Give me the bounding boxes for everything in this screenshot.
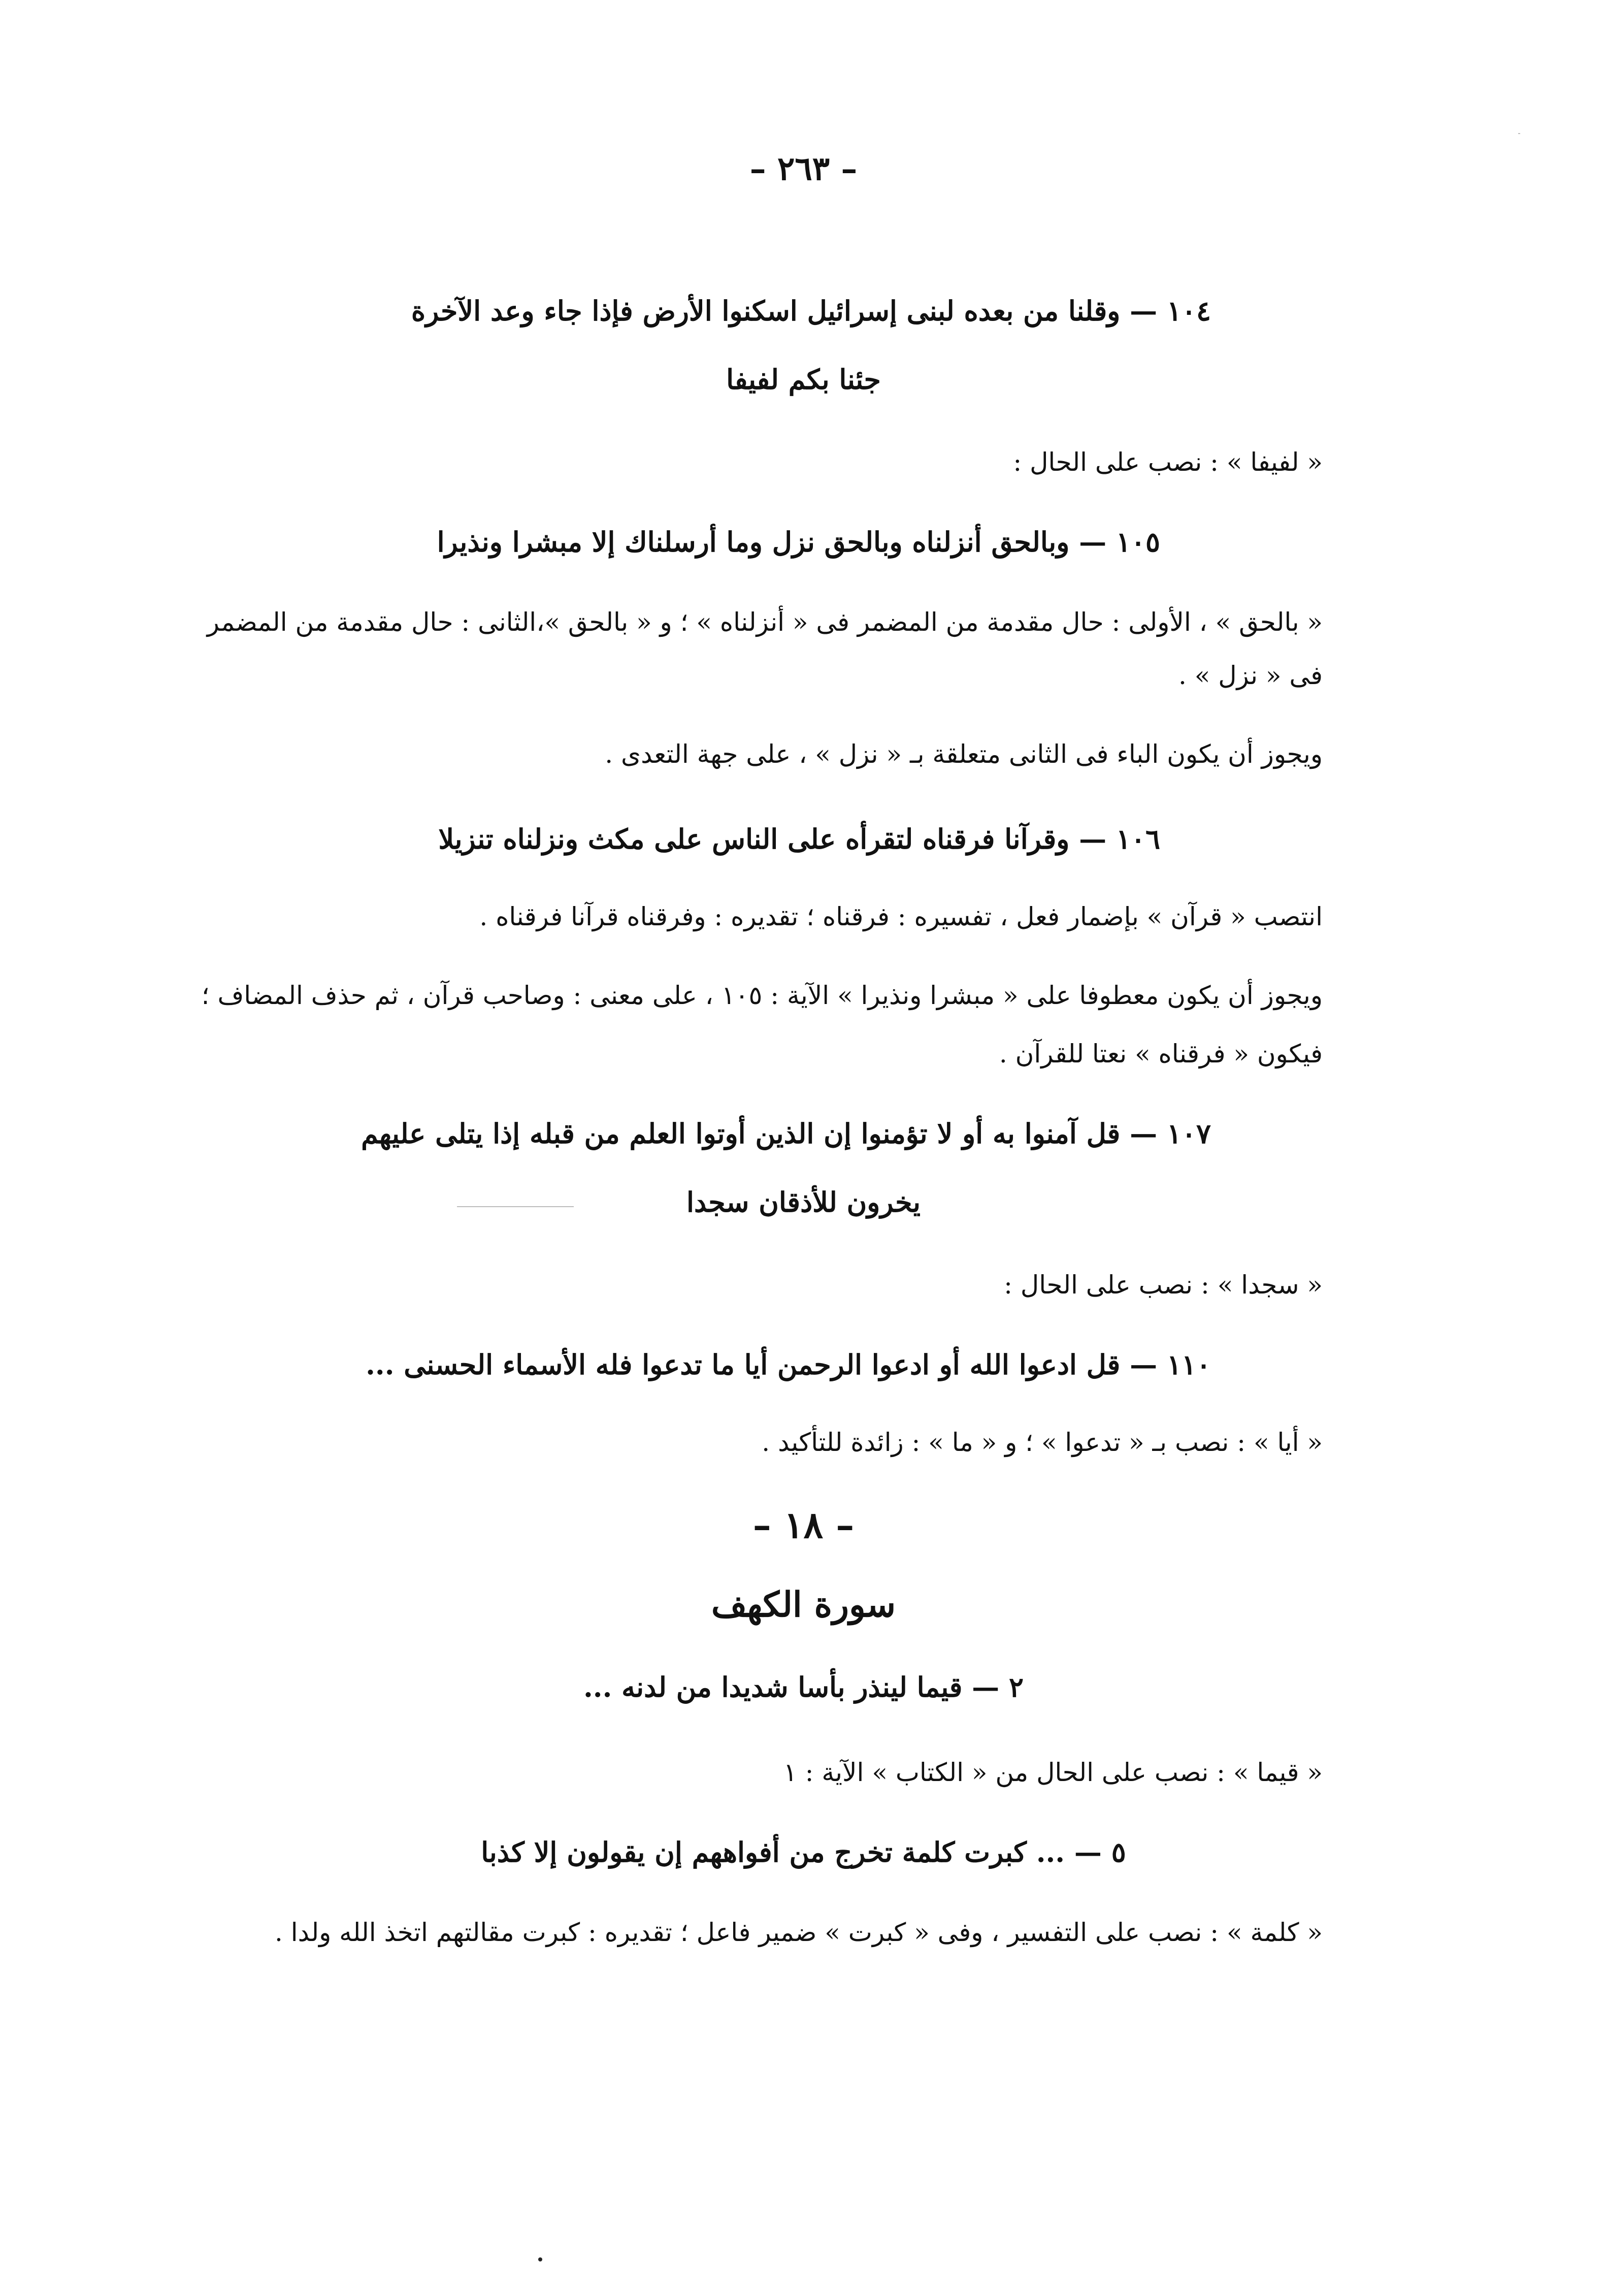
note-105-line-2: فى « نزل » . [1178, 661, 1323, 690]
verse-110: ١١٠ — قل ادعوا الله أو ادعوا الرحمن أيا ما تدعوا فله الأسماء الحسنى ... [366, 1348, 1211, 1381]
surah-number: – ١٨ – [752, 1503, 855, 1546]
note-106-line-1: انتصب « قرآن » بإضمار فعل ، تفسيره : فرقناه ؛ تقديره : وفرقناه قرآنا فرقناه . [479, 902, 1323, 931]
note-2: « قيما » : نصب على الحال من « الكتاب » الآية : ١ [783, 1758, 1323, 1787]
note-105-line-1: « بالحق » ، الأولى : حال مقدمة من المضمر فى « أنزلناه » ؛ و « بالحق »،الثانى : حال مقدمة من المضمر [207, 607, 1323, 637]
scan-speck [538, 2257, 542, 2261]
page-number-header: – ٢٦٣ – [749, 150, 858, 188]
note-106-line-3: فيكون « فرقناه » نعتا للقرآن . [999, 1039, 1323, 1069]
note-107: « سجدا » : نصب على الحال : [1004, 1270, 1323, 1300]
verse-107-line-2: يخرون للأذقان سجدا [686, 1186, 921, 1218]
verse-104-line-2: جئنا بكم لفيفا [726, 363, 881, 396]
verse-5: ٥ — ... كبرت كلمة تخرج من أفواههم إن يقولون إلا كذبا [481, 1836, 1126, 1868]
verse-104-line-1: ١٠٤ — وقلنا من بعده لبنى إسرائيل اسكنوا الأرض فإذا جاء وعد الآخرة [411, 295, 1211, 327]
scan-artifact-line [457, 1206, 574, 1207]
verse-105: ١٠٥ — وبالحق أنزلناه وبالحق نزل وما أرسلناك إلا مبشرا ونذيرا [437, 526, 1160, 558]
note-106-line-2: ويجوز أن يكون معطوفا على « مبشرا ونذيرا » الآية : ١٠٥ ، على معنى : وصاحب قرآن ، ثم حذف المضاف ؛ [201, 981, 1323, 1010]
note-104: « لفيفا » : نصب على الحال : [1013, 447, 1323, 477]
note-110: « أيا » : نصب بـ « تدعوا » ؛ و « ما » : زائدة للتأكيد . [762, 1428, 1323, 1457]
verse-106: ١٠٦ — وقرآنا فرقناه لتقرأه على الناس على مكث ونزلناه تنزيلا [438, 823, 1160, 855]
scan-artifact-tick [1518, 133, 1520, 134]
note-105-line-3: ويجوز أن يكون الباء فى الثانى متعلقة بـ « نزل » ، على جهة التعدى . [605, 739, 1323, 769]
surah-title: سورة الكهف [711, 1584, 896, 1625]
verse-107-line-1: ١٠٧ — قل آمنوا به أو لا تؤمنوا إن الذين أوتوا العلم من قبله إذا يتلى عليهم [361, 1117, 1211, 1150]
note-5: « كلمة » : نصب على التفسير ، وفى « كبرت » ضمير فاعل ؛ تقديره : كبرت مقالتهم اتخذ الله ولدا . [274, 1918, 1323, 1947]
verse-2: ٢ — قيما لينذر بأسا شديدا من لدنه ... [583, 1671, 1024, 1703]
